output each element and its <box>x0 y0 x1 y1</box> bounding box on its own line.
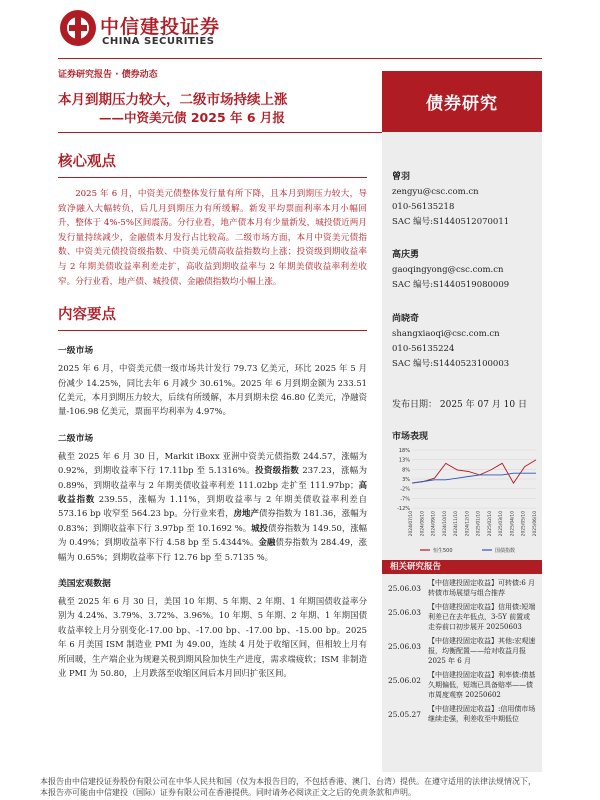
chart-x-tick-label: 2024/12/10 <box>465 511 471 537</box>
re-label: 房地产 <box>233 508 259 519</box>
chart-legend-label: 恒生500 <box>433 548 453 554</box>
report-subtitle: ——中资美元债 2025 年 6 月报 <box>99 110 285 125</box>
main-column <box>58 150 367 680</box>
related-report[interactable] <box>388 602 538 632</box>
header-divider <box>58 58 542 59</box>
publish-date: 发布日期： 2025 年 07 月 10 日 <box>392 400 527 410</box>
hy-label: 高收益指数 <box>58 479 368 504</box>
analyst-email[interactable]: zengyu@csc.com.cn <box>392 187 479 197</box>
market-chart <box>390 442 540 557</box>
chart-y-tick-label: 13% <box>398 457 410 464</box>
disclaimer-line-1: 本报告由中信建投证券股份有限公司在中华人民共和国（仅为本报告目的，不包括香港、澳门、台湾）提供。在遵守适用的法律法规情况下， <box>40 777 536 786</box>
core-text: 2025 年 6 月，中资美元债整体发行量有所下降，且本月到期压力较大，导致净融入大幅转负，后几月到期压力有所缓解。新发平均票面利率本月小幅回升，整体于 4%-5%区间震荡。分行业看，地产债本月有少量新发，城投债近两月发行量持续减少，金融债本月发行占比较高。二级市场方面，本月中资美元债指数、中资美元债投资级指数、中资美元债高收益指数均上涨；投资级到期收益率与 2 年期美债收益率利差走扩，高收益到期收益率与 2 年期美债收益率利差收窄。分行业看，地产债、城投债、金融债指数均小幅上涨。 <box>58 189 367 287</box>
analyst-email[interactable]: gaoqingyong@csc.com.cn <box>392 265 504 275</box>
primary-market-text: 2025 年 6 月，中资美元债一级市场共计发行 79.73 亿美元，环比 2025 年 5 月份减少 14.25%，同比去年 6 月减少 30.61%。2025 年 6 月到期金额为 233.51 亿美元，本月到期压力较大，后续有所缓解，本月到期未偿 46.80 亿美元，净融资量-106.98 亿美元，票面平均利率为 4.97%。 <box>58 363 367 417</box>
report-type: 证券研究报告 · 债券动态 <box>58 70 158 80</box>
related-report-date: 25.05.27 <box>388 710 421 719</box>
logo-mark-icon <box>58 8 98 48</box>
chart-y-tick-label: -2% <box>400 486 410 493</box>
analyst-name: 尚晓奇 <box>392 314 420 324</box>
chart-x-tick-label: 2024/11/10 <box>454 511 460 537</box>
ct-label: 城投 <box>251 522 268 533</box>
chart-x-tick-label: 2024/10/10 <box>442 511 448 537</box>
chart-x-tick-label: 2024/07/10 <box>409 511 414 537</box>
content-rule <box>58 330 367 331</box>
chart-x-tick-label: 2025/02/10 <box>487 511 493 537</box>
related-report-title[interactable]: 【中信建投固定收益】利率债:债基久期偏低，短端已具备赔率——债市周度观察 20250602 <box>428 671 536 699</box>
related-report[interactable] <box>388 578 538 598</box>
primary-market-title: 一级市场 <box>58 346 94 357</box>
chart-legend-label: 国债指数 <box>495 548 516 554</box>
chart-y-tick-label: -7% <box>400 496 410 503</box>
chart-y-tick-label: 3% <box>402 477 410 483</box>
analyst-sac: SAC 编号:S1440523100003 <box>392 359 510 369</box>
secondary-p2: 237.23，涨幅为 0.89%，到期收益率与 2 年期美债收益率利差 111.02bp 走扩至 111.97bp； <box>58 465 368 490</box>
secondary-p3: 239.55，涨幅为 1.11%，到期收益率与 2 年期美债收益率利差自 573.16 bp 收窄至 564.23 bp。分行业来看， <box>58 494 367 519</box>
related-report-title[interactable]: 【中信建投固定收益】其他:宏观速报，均衡配置——给对收益月报 2025 年 6 月 <box>428 637 536 665</box>
chart-x-tick-label: 2025/06/10 <box>533 511 538 537</box>
macro-title: 美国宏观数据 <box>58 579 111 590</box>
market-heading: 市场表现 <box>392 432 429 442</box>
analyst-phone: 010-56135218 <box>392 202 455 212</box>
related-list <box>388 578 538 728</box>
chart-x-tick-label: 2025/04/10 <box>510 511 516 537</box>
related-report-title[interactable]: 【中信建投固定收益】:信用债市场继续走强，利差收至中期低位 <box>428 705 536 723</box>
core-heading: 核心观点 <box>58 154 116 170</box>
chart-x-tick-label: 2025/03/10 <box>499 511 505 537</box>
sidebar <box>382 132 542 772</box>
report-title: 本月到期压力较大，二级市场持续上涨 <box>58 92 288 108</box>
chart-x-tick-label: 2025/05/10 <box>521 511 527 537</box>
chart-x-tick-label: 2025/01/10 <box>476 511 482 537</box>
related-report[interactable] <box>388 704 538 724</box>
chart-series-line <box>412 460 536 483</box>
macro-text: 截至 2025 年 6 月 30 日，美国 10 年期、5 年期、2 年期、1 年期国债收益率分别为 4.24%、3.79%、3.72%、3.96%。10 年期、5 年期、2 年期、1 年期国债收益率较上月分别变化-17.00 bp、-17.00 bp、-17.00 bp、-15.00 bp。2025 年 6 月美国 ISM 制造业 PMI 为 49.00，连续 4 月处于收缩区间，但相较上月有所回暖，生产端企业为规避关税到期风险加快生产进度，需求端疲软；ISM 非制造业 PMI 为 50.80，上月跌落至收缩区间后本月回归扩张区间。 <box>58 596 367 679</box>
analyst-email[interactable]: shangxiaoqi@csc.com.cn <box>392 329 500 339</box>
secondary-market-text <box>58 449 367 564</box>
secondary-p5: 债券指数为 149.50，涨幅为 0.49%；到期收益率下行 4.58 bp 至 5.4344%。 <box>58 522 368 548</box>
secondary-p1: 截至 2025 年 6 月 30 日，Markit iBoxx 亚洲中资美元债指数 244.57，涨幅为 0.92%，到期收益率下行 17.11bp 至 5.1316%。 <box>58 450 367 476</box>
company-logo <box>58 8 221 48</box>
secondary-market-title: 二级市场 <box>58 433 94 444</box>
ig-label: 投资级指数 <box>255 465 300 476</box>
disclaimer-footer <box>40 776 580 798</box>
related-heading: 相关研究报告 <box>382 560 542 574</box>
related-report-date: 25.06.03 <box>388 584 421 593</box>
disclaimer-line-2: 本报告亦可能由中信建投（国际）证券有限公司在香港提供。同时请务必阅读正文之后的免责条款和声明。 <box>40 788 416 797</box>
section-banner: 债券研究 <box>382 71 542 132</box>
analyst-name: 高庆勇 <box>392 250 420 260</box>
logo-name-en: CHINA SECURITIES <box>102 36 215 47</box>
logo-name-cn: 中信建投证券 <box>100 16 221 38</box>
analyst-name: 曾羽 <box>392 172 411 182</box>
content-heading: 内容要点 <box>58 307 116 324</box>
title-divider <box>58 132 382 133</box>
chart-y-tick-label: -12% <box>397 506 410 512</box>
related-report-date: 25.06.03 <box>388 608 421 617</box>
related-report[interactable] <box>388 670 538 700</box>
secondary-p6: 债券指数为 284.49，涨幅为 0.65%；到期收益率下行 12.76 bp 至 5.7135 %。 <box>58 537 368 562</box>
related-report-date: 25.06.03 <box>388 642 421 651</box>
analyst-2 <box>392 248 509 293</box>
analyst-phone: 010-56135224 <box>392 344 455 354</box>
secondary-p4: 债券指数为 181.36，涨幅为 0.83%；到期收益率下行 3.97bp 至 10.1692 %。 <box>58 508 368 533</box>
analyst-sac: SAC 编号:S1440512070011 <box>392 217 510 227</box>
chart-y-tick-label: 8% <box>402 467 410 474</box>
analyst-3 <box>392 312 509 372</box>
related-report-date: 25.06.02 <box>388 676 421 685</box>
core-rule <box>58 177 367 178</box>
chart-y-tick-label: 18% <box>398 448 410 454</box>
analyst-1 <box>392 170 509 230</box>
related-report[interactable] <box>388 636 538 666</box>
chart-x-tick-label: 2024/09/10 <box>431 511 437 537</box>
related-report-title[interactable]: 【中信建投固定收益】可转债:6 月转债市场展望与组合推荐 <box>428 579 536 597</box>
fin-label: 金融 <box>258 537 276 548</box>
related-report-title[interactable]: 【中信建投固定收益】信用债:短端利差已在去年低点，3-5Y 前置或走券前口初步展开 20250603 <box>428 603 536 631</box>
analyst-sac: SAC 编号:S1440519080009 <box>392 280 510 290</box>
chart-x-tick-label: 2024/08/10 <box>420 511 426 537</box>
